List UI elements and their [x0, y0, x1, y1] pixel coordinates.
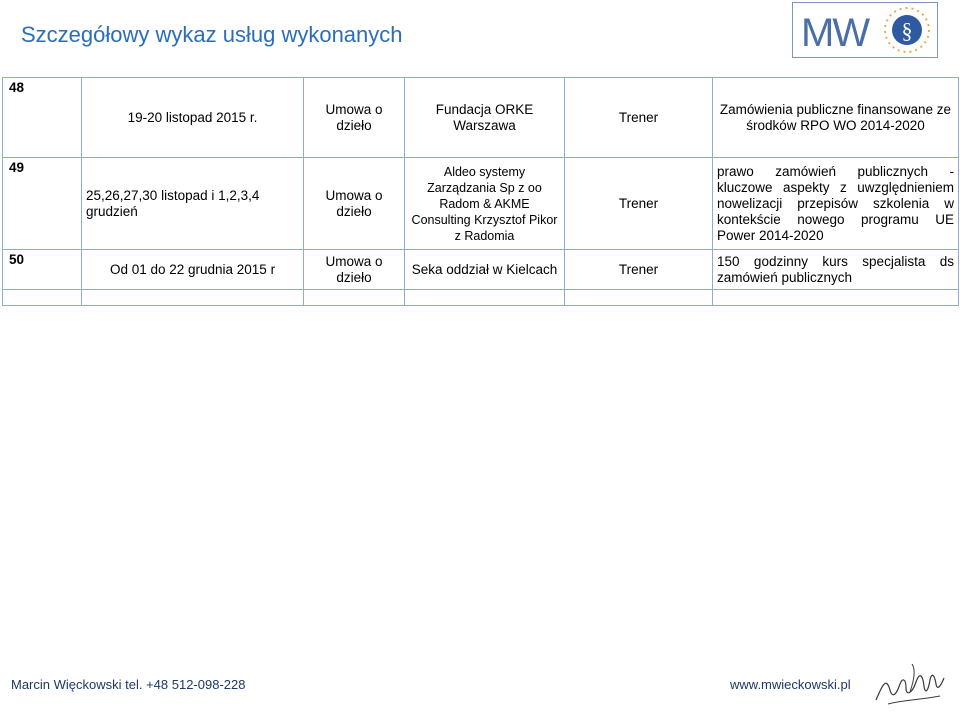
logo-mark-icon — [793, 3, 937, 57]
row-number: 48 — [3, 78, 82, 158]
empty-cell — [82, 290, 304, 306]
empty-cell — [405, 290, 565, 306]
logo-letters: MW — [801, 11, 869, 55]
row-number: 49 — [3, 158, 82, 250]
role: Trener — [565, 250, 713, 290]
table-row-empty — [3, 290, 959, 306]
row-number: 50 — [3, 250, 82, 290]
service-topic: Zamówienia publiczne finansowane ze środków RPO WO 2014-2020 — [713, 78, 959, 158]
services-table — [2, 77, 959, 306]
empty-cell — [565, 290, 713, 306]
service-date: 25,26,27,30 listopad i 1,2,3,4 grudzień — [82, 158, 304, 250]
client-name: Fundacja ORKE Warszawa — [405, 78, 565, 158]
table-row — [3, 78, 959, 158]
table-row — [3, 250, 959, 290]
contract-type: Umowa o dzieło — [304, 158, 405, 250]
service-topic: 150 godzinny kurs specjalista ds zamówień publicznych — [713, 250, 959, 290]
footer-contact: Marcin Więckowski tel. +48 512-098-228 — [11, 677, 246, 692]
page-title: Szczegółowy wykaz usług wykonanych — [21, 22, 403, 47]
service-date: 19-20 listopad 2015 r. — [82, 78, 304, 158]
contract-type: Umowa o dzieło — [304, 250, 405, 290]
company-logo — [792, 2, 938, 58]
client-name: Seka oddział w Kielcach — [405, 250, 565, 290]
signature-icon — [868, 656, 952, 712]
empty-cell — [713, 290, 959, 306]
empty-cell — [304, 290, 405, 306]
service-date: Od 01 do 22 grudnia 2015 r — [82, 250, 304, 290]
table-row — [3, 158, 959, 250]
role: Trener — [565, 158, 713, 250]
contract-type: Umowa o dzieło — [304, 78, 405, 158]
role: Trener — [565, 78, 713, 158]
footer-website[interactable]: www.mwieckowski.pl — [730, 677, 851, 692]
service-topic: prawo zamówień publicznych - kluczowe aspekty z uwzględnieniem nowelizacji przepisów szkolenia w kontekście nowego programu UE Power 2014-2020 — [713, 158, 959, 250]
svg-text:§: § — [901, 18, 913, 43]
client-name: Aldeo systemy Zarządzania Sp z oo Radom & AKME Consulting Krzysztof Pikor z Radomia — [405, 158, 565, 250]
empty-cell — [3, 290, 82, 306]
